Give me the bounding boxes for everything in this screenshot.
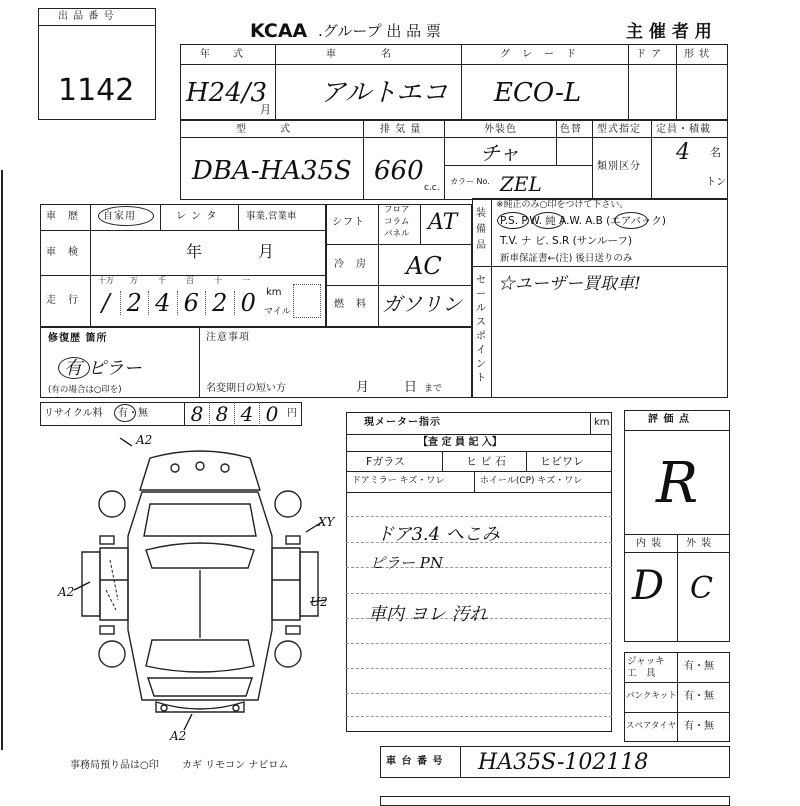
inspection-comment-3: 車内 ヨレ 汚れ	[368, 604, 488, 625]
model-spec-label: 型式指定	[597, 124, 641, 135]
fuel-value: ガソリン	[382, 292, 462, 316]
inspection-comment-1: ドア3.4 へこみ	[376, 524, 500, 545]
ext-color-value: チャ	[480, 141, 520, 165]
inspection-header: 【査 定 員 記 入】	[418, 437, 502, 448]
inspection-wheel: ホイール(CP) キズ・ワレ	[480, 476, 583, 486]
ab-circle-mark	[614, 212, 648, 229]
shift-column: コラム	[384, 217, 410, 227]
repair-note: (有の場合は○印を)	[48, 385, 122, 395]
shift-value: AT	[428, 210, 458, 235]
model-label: 型 式	[236, 124, 291, 135]
equipment-line2: T.V. ナ ビ. S.R (サンルーフ)	[500, 235, 633, 247]
mileage-digit: 2	[121, 291, 150, 315]
ext-color-label: 外装色	[484, 124, 517, 135]
km-unit: km	[266, 287, 282, 298]
damage-mark: U2	[310, 595, 328, 609]
shape-label: 形 状	[684, 49, 711, 60]
notes-month: 月	[356, 380, 370, 395]
shaken-year: 年	[186, 242, 203, 261]
history-own: 自家用	[103, 211, 136, 222]
damage-mark: A2	[136, 433, 153, 447]
own-circle-mark	[98, 206, 154, 226]
repair-circle-mark	[58, 357, 90, 379]
exterior-label: 外 装	[686, 538, 713, 549]
month-unit: 月	[260, 103, 271, 116]
door-label: ド ア	[636, 49, 663, 60]
ton-unit: トン	[706, 177, 726, 188]
recycle-digit: 0	[259, 402, 284, 426]
organizer-use-label: 主 催 者 用	[626, 22, 712, 42]
aircon-label: 冷 房	[334, 259, 367, 270]
name-change-label: 名変期日の短い方	[206, 383, 286, 394]
inspection-comment-2: ピラー PN	[370, 554, 443, 572]
displacement-value: 660	[374, 156, 424, 186]
recycle-digit: 8	[184, 402, 209, 426]
recycle-yen: 円	[287, 408, 297, 419]
shift-floor: フロア	[384, 205, 410, 215]
recycle-digits	[184, 402, 284, 426]
fuel-label: 燃 料	[334, 299, 367, 310]
year-label: 年 式	[200, 49, 244, 60]
recycle-label: リサイクル料	[44, 408, 103, 419]
mileage-digit: 6	[178, 291, 207, 315]
equipment-side-label: 装備品	[476, 208, 486, 251]
interior-label: 内 装	[636, 538, 663, 549]
class-label: 類別区分	[597, 161, 641, 172]
lot-number-label: 出 品 番 号	[58, 11, 115, 22]
inspection-mirror: ドアミラー キズ・ワレ	[352, 476, 445, 486]
spare-label: スペアタイヤ	[626, 721, 677, 731]
car-damage-diagram	[58, 433, 340, 743]
km-checkbox	[293, 284, 321, 318]
items-list: カギ リモコン ナビロム	[182, 760, 289, 771]
equipment-note: ※純正のみ○印をつけて下さい。	[496, 200, 629, 210]
mileage-digits: 十万 万 千 百 十 一 / 2 4 6 2 0	[92, 277, 262, 327]
mileage-digit: 2	[206, 291, 235, 315]
sales-point-text: ☆ユーザー買取車!	[498, 274, 641, 294]
capacity-label: 定員・積載	[656, 124, 711, 135]
year-value: H24/3	[186, 78, 268, 108]
jack-label: ジャッキ 工 具	[627, 656, 665, 679]
history-business: 事業.営業車	[246, 211, 297, 222]
items-note: 事務局預り品は○印	[70, 760, 159, 771]
mileage-label: 走 行	[46, 295, 79, 306]
damage-mark: XY	[318, 515, 335, 529]
puncture-yes-no: 有・無	[684, 691, 714, 702]
equipment-line3: 新車保証書←(注) 後日送りのみ	[500, 253, 633, 264]
cc-unit: c.c.	[424, 183, 440, 193]
notes-label: 注意事項	[206, 332, 250, 343]
pw-circle-mark	[532, 212, 564, 229]
bottom-box-edge	[380, 796, 730, 806]
inspection-crack: ヒビワレ	[540, 455, 584, 468]
shift-label: シフト	[332, 217, 365, 228]
damage-mark: A2	[58, 585, 75, 599]
chassis-label: 車 台 番 号	[386, 756, 444, 767]
color-no-value: ZEL	[500, 172, 542, 196]
exterior-value: C	[690, 571, 713, 606]
recycle-digit: 4	[234, 402, 259, 426]
shaken-label: 車 検	[46, 247, 79, 258]
sales-point-side-label: セールスポイント	[476, 275, 486, 384]
ps-circle-mark	[497, 212, 529, 229]
evaluation-score: R	[656, 451, 699, 516]
jack-yes-no: 有・無	[684, 661, 714, 672]
repair-label: 修復歴 箇所	[48, 333, 108, 344]
lot-number: 1142	[58, 73, 135, 108]
history-rental: レ ン タ	[176, 211, 218, 222]
notes-day: 日	[404, 380, 418, 395]
interior-value: D	[632, 563, 665, 609]
car-name-label: 車 名	[326, 49, 392, 60]
form-title: .グループ 出 品 票	[318, 22, 441, 40]
damage-mark: A2	[170, 729, 187, 743]
grade-value: ECO-L	[494, 78, 582, 108]
mileage-digit: /	[92, 291, 121, 315]
equipment-line1: P.S. P.W. 純 A.W. A.B (エアバック)	[500, 215, 667, 227]
meter-km: km	[594, 417, 610, 428]
history-label: 車 歴	[46, 211, 79, 222]
car-name-value: アルトエコ	[320, 78, 448, 108]
meter-label: 現メーター指示	[364, 417, 441, 428]
aircon-value: AC	[406, 252, 442, 280]
kcaa-logo: KCAA	[250, 20, 308, 42]
inspection-chip: ヒ ビ 石	[466, 455, 506, 468]
displacement-label: 排 気 量	[380, 124, 422, 135]
shaken-month: 月	[258, 242, 275, 261]
shift-panel: パネル	[384, 229, 410, 239]
repair-value: 有 ピラー	[64, 358, 142, 379]
evaluation-label: 評 価 点	[648, 414, 690, 425]
mileage-digit: 4	[149, 291, 178, 315]
person-unit: 名	[710, 146, 721, 159]
chassis-value: HA35S-102118	[478, 750, 649, 775]
recycle-yes-no: 有・無	[118, 408, 148, 419]
recycle-circle-mark	[114, 404, 136, 422]
recycle-digit: 8	[209, 402, 234, 426]
mile-unit: マイル	[264, 307, 291, 317]
model-value: DBA-HA35S	[192, 156, 352, 186]
mileage-digit: 0	[240, 289, 256, 317]
puncture-label: パンクキット	[626, 691, 677, 701]
notes-made: まで	[424, 384, 443, 394]
color-change-label: 色替	[560, 124, 582, 135]
grade-label: グ レ ー ド	[500, 49, 577, 60]
capacity-value: 4	[676, 140, 690, 165]
inspection-fglass: Fガラス	[366, 455, 405, 468]
color-no-label: カラー No.	[450, 177, 490, 186]
spare-yes-no: 有・無	[684, 721, 714, 732]
